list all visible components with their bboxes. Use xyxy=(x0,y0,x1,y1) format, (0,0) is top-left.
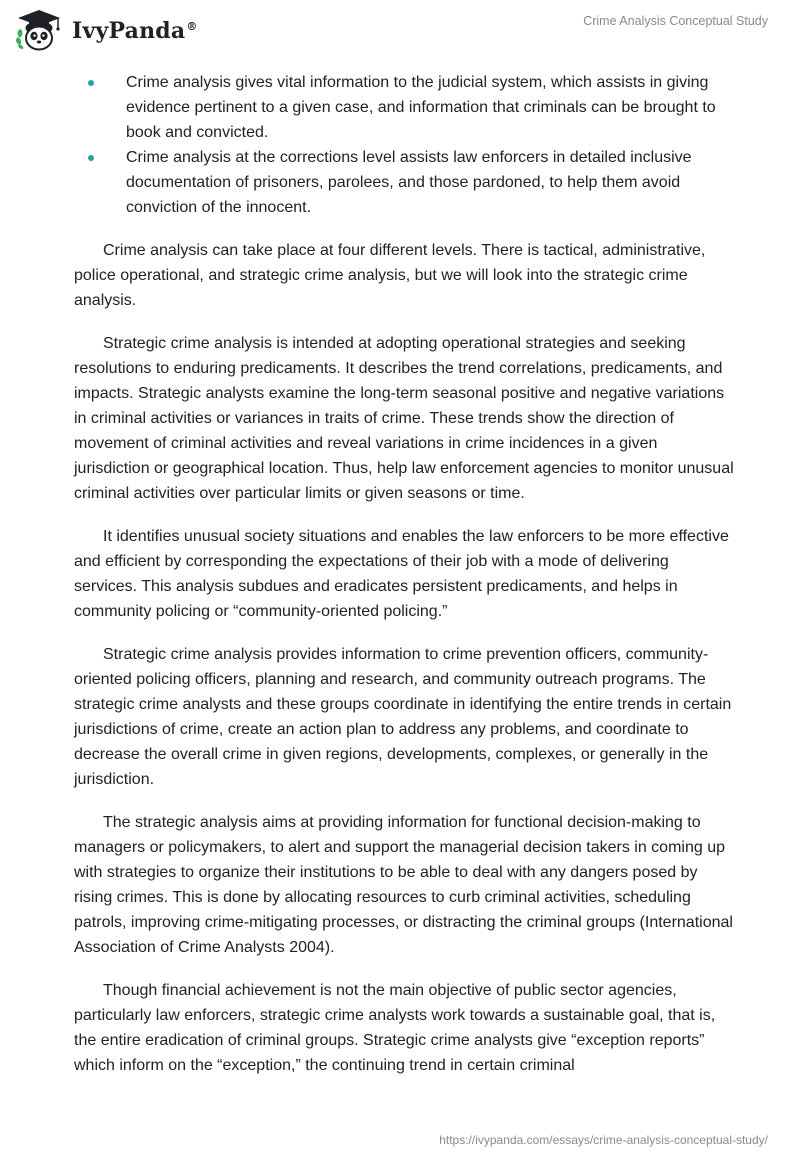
paragraph: Crime analysis can take place at four different levels. There is tactical, administrative, police operational, and strategic crime analysis, but we will look into the strategic crime analysis. xyxy=(74,242,706,309)
list-item-text: Crime analysis at the corrections level assists law enforcers in detailed inclusive documentation of prisoners, parolees, and those pardoned, to help them avoid conviction of the innocent. xyxy=(126,149,692,216)
panda-graduate-icon xyxy=(14,8,64,52)
bullet-dot-icon xyxy=(88,80,94,86)
paragraph: It identifies unusual society situations and enables the law enforcers to be more effective and efficient by corresponding the expectations of their job with a mode of delivering services. This analysis subdues and eradicates persistent predicaments, and helps in community policing or “community-oriented policing.” xyxy=(74,528,729,620)
list-item xyxy=(74,145,734,220)
page-header xyxy=(0,0,800,60)
brand-logo[interactable] xyxy=(14,8,198,52)
list-item xyxy=(74,70,734,145)
paragraph: Strategic crime analysis provides information to crime prevention officers, community-oriented policing officers, planning and research, and community outreach programs. The strategic crime analysts and these groups coordinate in identifying the entire trends in certain jurisdictions of crime, create an action plan to address any problems, and coordinate to decrease the overall crime in given regions, developments, complexes, or generally in the jurisdiction. xyxy=(74,646,732,788)
paragraph: Though financial achievement is not the main objective of public sector agencies, particularly law enforcers, strategic crime analysts work towards a sustainable goal, that is, the entire eradication of criminal groups. Strategic crime analysts give “exception reports” which inform on the “exception,” the continuing trend in certain criminal xyxy=(74,982,716,1074)
brand-name-text: IvyPanda xyxy=(72,18,186,44)
brand-name xyxy=(72,18,198,44)
essay-body xyxy=(74,70,734,1078)
document-title: Crime Analysis Conceptual Study xyxy=(583,14,768,28)
list-item-text: Crime analysis gives vital information to the judicial system, which assists in giving evidence pertinent to a given case, and information that criminals can be brought to book and convicted. xyxy=(126,74,716,141)
source-url-link[interactable]: https://ivypanda.com/essays/crime-analysis-conceptual-study/ xyxy=(439,1133,768,1147)
registered-mark: ® xyxy=(186,19,198,33)
paragraph: The strategic analysis aims at providing information for functional decision-making to managers or policymakers, to alert and support the managerial decision takers in coming up with strategies to organize their institutions to be able to deal with any dangers posed by rising crimes. This is done by allocating resources to curb criminal activities, scheduling patrols, improving crime-mitigating processes, or distracting the criminal groups (International Association of Crime Analysts 2004). xyxy=(74,814,733,956)
bullet-dot-icon xyxy=(88,155,94,161)
paragraph: Strategic crime analysis is intended at adopting operational strategies and seeking resolutions to enduring predicaments. It describes the trend correlations, predicaments, and impacts. Strategic analysts examine the long-term seasonal positive and negative variations in criminal activities or variances in traits of crime. These trends show the direction of movement of criminal activities and reveal variations in crime incidences in a given jurisdiction or geographical location. Thus, help law enforcement agencies to monitor unusual criminal activities over particular limits or given seasons or time. xyxy=(74,335,734,502)
bullet-list xyxy=(74,70,734,220)
